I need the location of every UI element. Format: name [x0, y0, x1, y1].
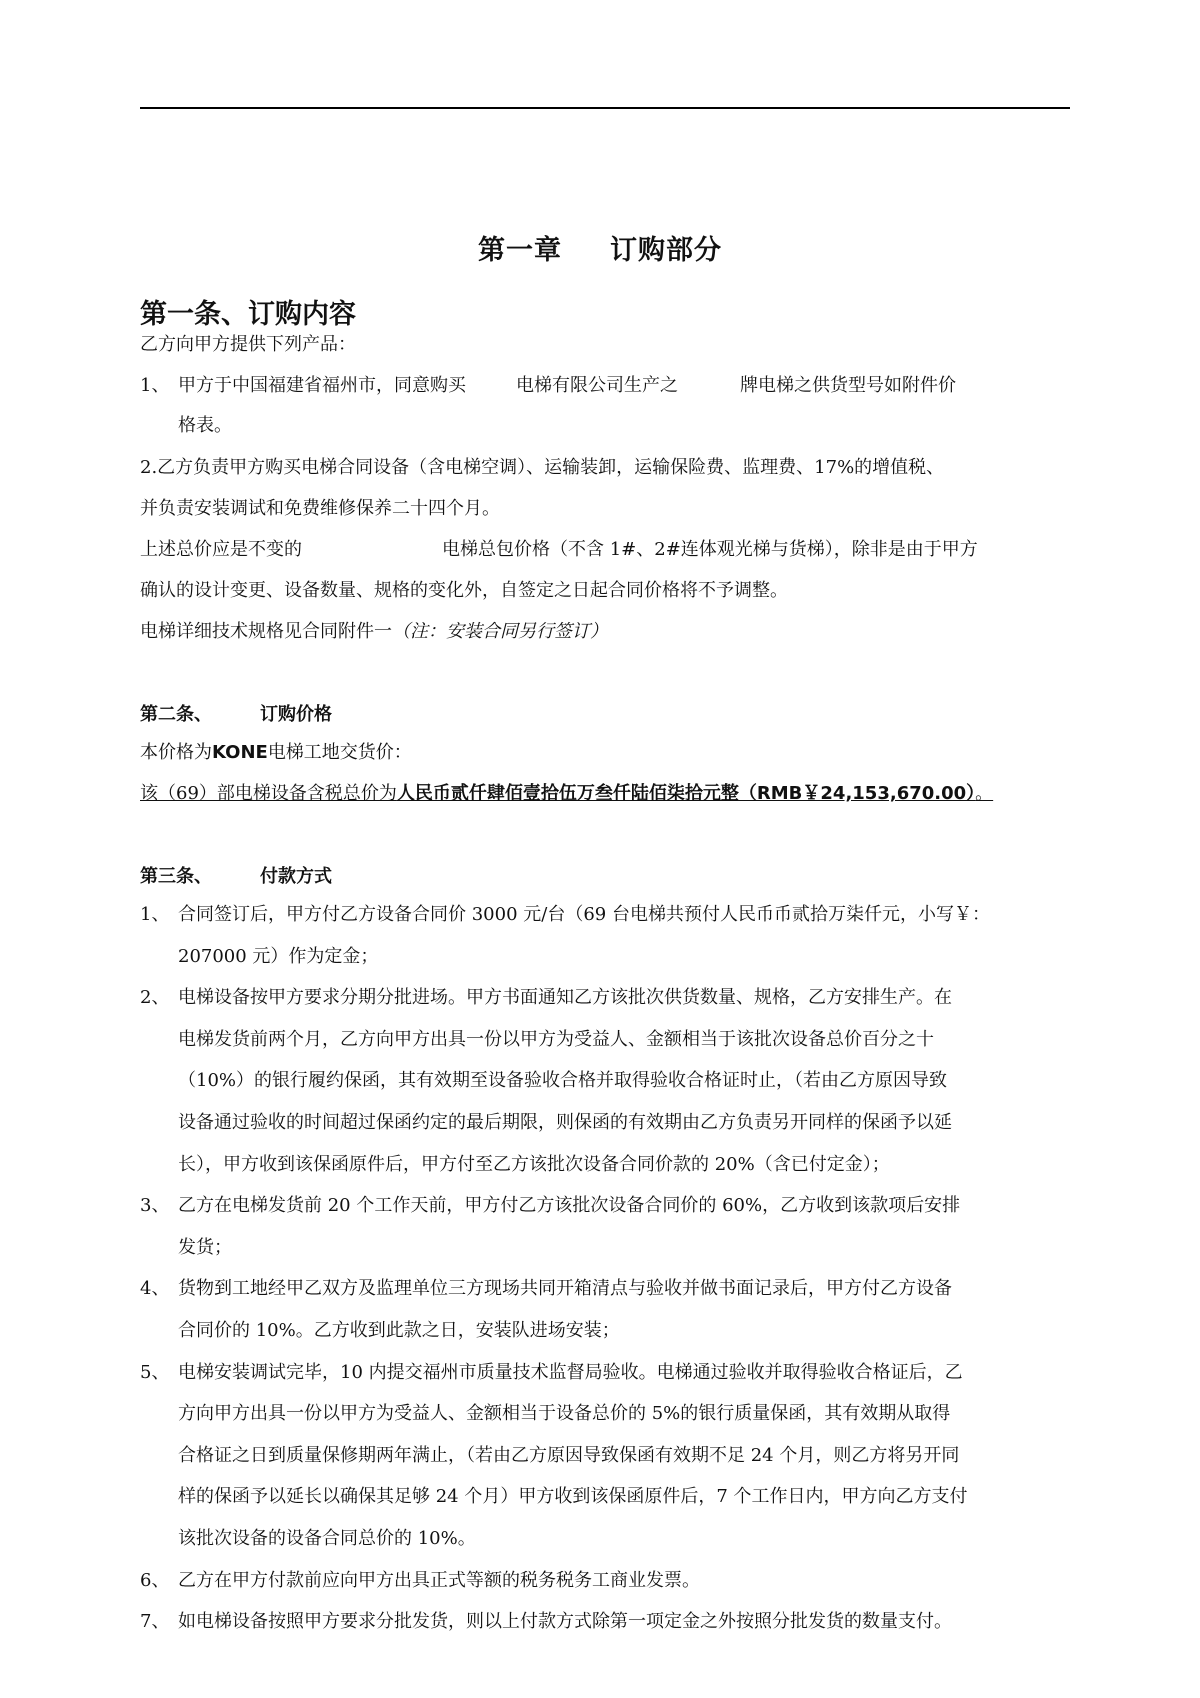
item-number: 2、 [140, 987, 170, 1008]
total-text: 该（69）部电梯设备含税总价为 [140, 783, 397, 804]
note-text-b: 电梯总包价格（不含 1#、2#连体观光梯与货梯），除非是由于甲方 [442, 539, 978, 560]
item-text: 设备通过验收的时间超过保函约定的最后期限，则保函的有效期由乙方负责另开同样的保函予以延 [178, 1112, 952, 1133]
payment-item-line [178, 1028, 934, 1052]
item-number: 6、 [140, 1570, 170, 1591]
item1-text-a: 甲方于中国福建省福州市，同意购买 [178, 375, 466, 396]
item-number: 4、 [140, 1278, 170, 1299]
item-text: 电梯设备按甲方要求分期分批进场。甲方书面通知乙方该批次供货数量、规格，乙方安排生产。在 [178, 987, 952, 1008]
total-end: 。 [975, 783, 994, 804]
item1-text-b: 电梯有限公司生产之 [516, 375, 678, 396]
payment-item-line [140, 903, 990, 927]
article3-title: 付款方式 [260, 866, 332, 887]
article1-heading: 第一条、订购内容 [140, 299, 356, 330]
payment-item-line [140, 1610, 952, 1634]
payment-item-line [178, 1069, 947, 1093]
item-text: 发货； [178, 1237, 232, 1258]
article1-spec [140, 620, 608, 644]
item-text: 乙方在甲方付款前应向甲方出具正式等额的税务税务工商业发票。 [178, 1570, 700, 1591]
payment-item-line [140, 986, 952, 1010]
article2-title: 订购价格 [260, 704, 332, 725]
price-text-a: 本价格为 [140, 742, 212, 763]
item-text: 合同签订后，甲方付乙方设备合同价 3000 元/台（69 台电梯共预付人民币币贰拾万柒仟元，小写￥： [178, 904, 990, 925]
item-text: 该批次设备的设备合同总价的 10%。 [178, 1528, 476, 1549]
item-text: 样的保函予以延长以确保其足够 24 个月）甲方收到该保函原件后，7 个工作日内，甲方向乙方支付 [178, 1486, 968, 1507]
payment-item-line [178, 1111, 952, 1135]
article1-item1-cont: 格表。 [178, 415, 232, 436]
chapter-number: 第一章 [478, 235, 562, 266]
brand-name: KONE [212, 742, 268, 763]
article2-heading [140, 700, 332, 726]
total-amount: 人民币贰仟肆佰壹拾伍万叁仟陆佰柒拾元整（RMB￥24,153,670.00） [396, 783, 976, 804]
article1-intro: 乙方向甲方提供下列产品： [140, 334, 356, 355]
article3-number: 第三条、 [140, 866, 212, 887]
article1-item2-line2: 并负责安装调试和免费维修保养二十四个月。 [140, 498, 500, 519]
item-text: 长），甲方收到该保函原件后，甲方付至乙方该批次设备合同价款的 20%（含已付定金）； [178, 1154, 890, 1175]
payment-item-line [178, 1153, 890, 1177]
article1-note [140, 538, 978, 562]
note-text-a: 上述总价应是不变的 [140, 539, 302, 560]
article1-item1 [140, 374, 956, 398]
item1-text-c: 牌电梯之供货型号如附件价 [740, 375, 956, 396]
payment-item-line [178, 945, 378, 969]
payment-item-line [178, 1236, 232, 1260]
chapter-name: 订购部分 [610, 235, 722, 266]
item-text: 合同价的 10%。乙方收到此款之日，安装队进场安装； [178, 1320, 620, 1341]
price-text-b: 电梯工地交货价： [267, 742, 412, 763]
chapter-title [0, 228, 1200, 267]
payment-item-line [178, 1485, 968, 1509]
article1-item2-line1: 2.乙方负责甲方购买电梯合同设备（含电梯空调）、运输装卸，运输保险费、监理费、17%的增值税、 [140, 457, 945, 478]
article2-line1 [140, 741, 412, 765]
item-text: 电梯安装调试完毕，10 内提交福州市质量技术监督局验收。电梯通过验收并取得验收合格证后，乙 [178, 1362, 963, 1383]
payment-item-line [140, 1277, 952, 1301]
item-number: 3、 [140, 1195, 170, 1216]
article3-heading [140, 862, 332, 888]
item-number: 1、 [140, 904, 170, 925]
header-rule [140, 107, 1070, 109]
article1-note-line2: 确认的设计变更、设备数量、规格的变化外，自签定之日起合同价格将不予调整。 [140, 580, 788, 601]
item-text: 合格证之日到质量保修期两年满止，（若由乙方原因导致保函有效期不足 24 个月，则乙方将另开同 [178, 1445, 960, 1466]
item-number: 5、 [140, 1362, 170, 1383]
item-text: 方向甲方出具一份以甲方为受益人、金额相当于设备总价的 5%的银行质量保函，其有效期从取得 [178, 1403, 951, 1424]
payment-item-line [140, 1361, 963, 1385]
article2-number: 第二条、 [140, 704, 212, 725]
item-text: 如电梯设备按照甲方要求分批发货，则以上付款方式除第一项定金之外按照分批发货的数量支付。 [178, 1611, 952, 1632]
item-text: 乙方在电梯发货前 20 个工作天前，甲方付乙方该批次设备合同价的 60%，乙方收到该款项后安排 [178, 1195, 961, 1216]
payment-item-line [140, 1194, 960, 1218]
payment-item-line [178, 1402, 950, 1426]
payment-item-line [140, 1569, 700, 1593]
item-text: （10%）的银行履约保函，其有效期至设备验收合格并取得验收合格证时止，（若由乙方原因导致 [178, 1070, 948, 1091]
article2-total [140, 782, 993, 806]
item-text: 货物到工地经甲乙双方及监理单位三方现场共同开箱清点与验收并做书面记录后，甲方付乙方设备 [178, 1278, 952, 1299]
item-text: 电梯发货前两个月，乙方向甲方出具一份以甲方为受益人、金额相当于该批次设备总价百分之十 [178, 1029, 934, 1050]
payment-item-line [178, 1319, 620, 1343]
item-number: 1、 [140, 375, 170, 396]
payment-item-line [178, 1444, 959, 1468]
item-number: 7、 [140, 1611, 170, 1632]
item-text: 207000 元）作为定金； [178, 946, 379, 967]
spec-note: （注：安装合同另行签订） [392, 621, 608, 642]
spec-text: 电梯详细技术规格见合同附件一 [140, 621, 392, 642]
payment-item-line [178, 1527, 476, 1551]
